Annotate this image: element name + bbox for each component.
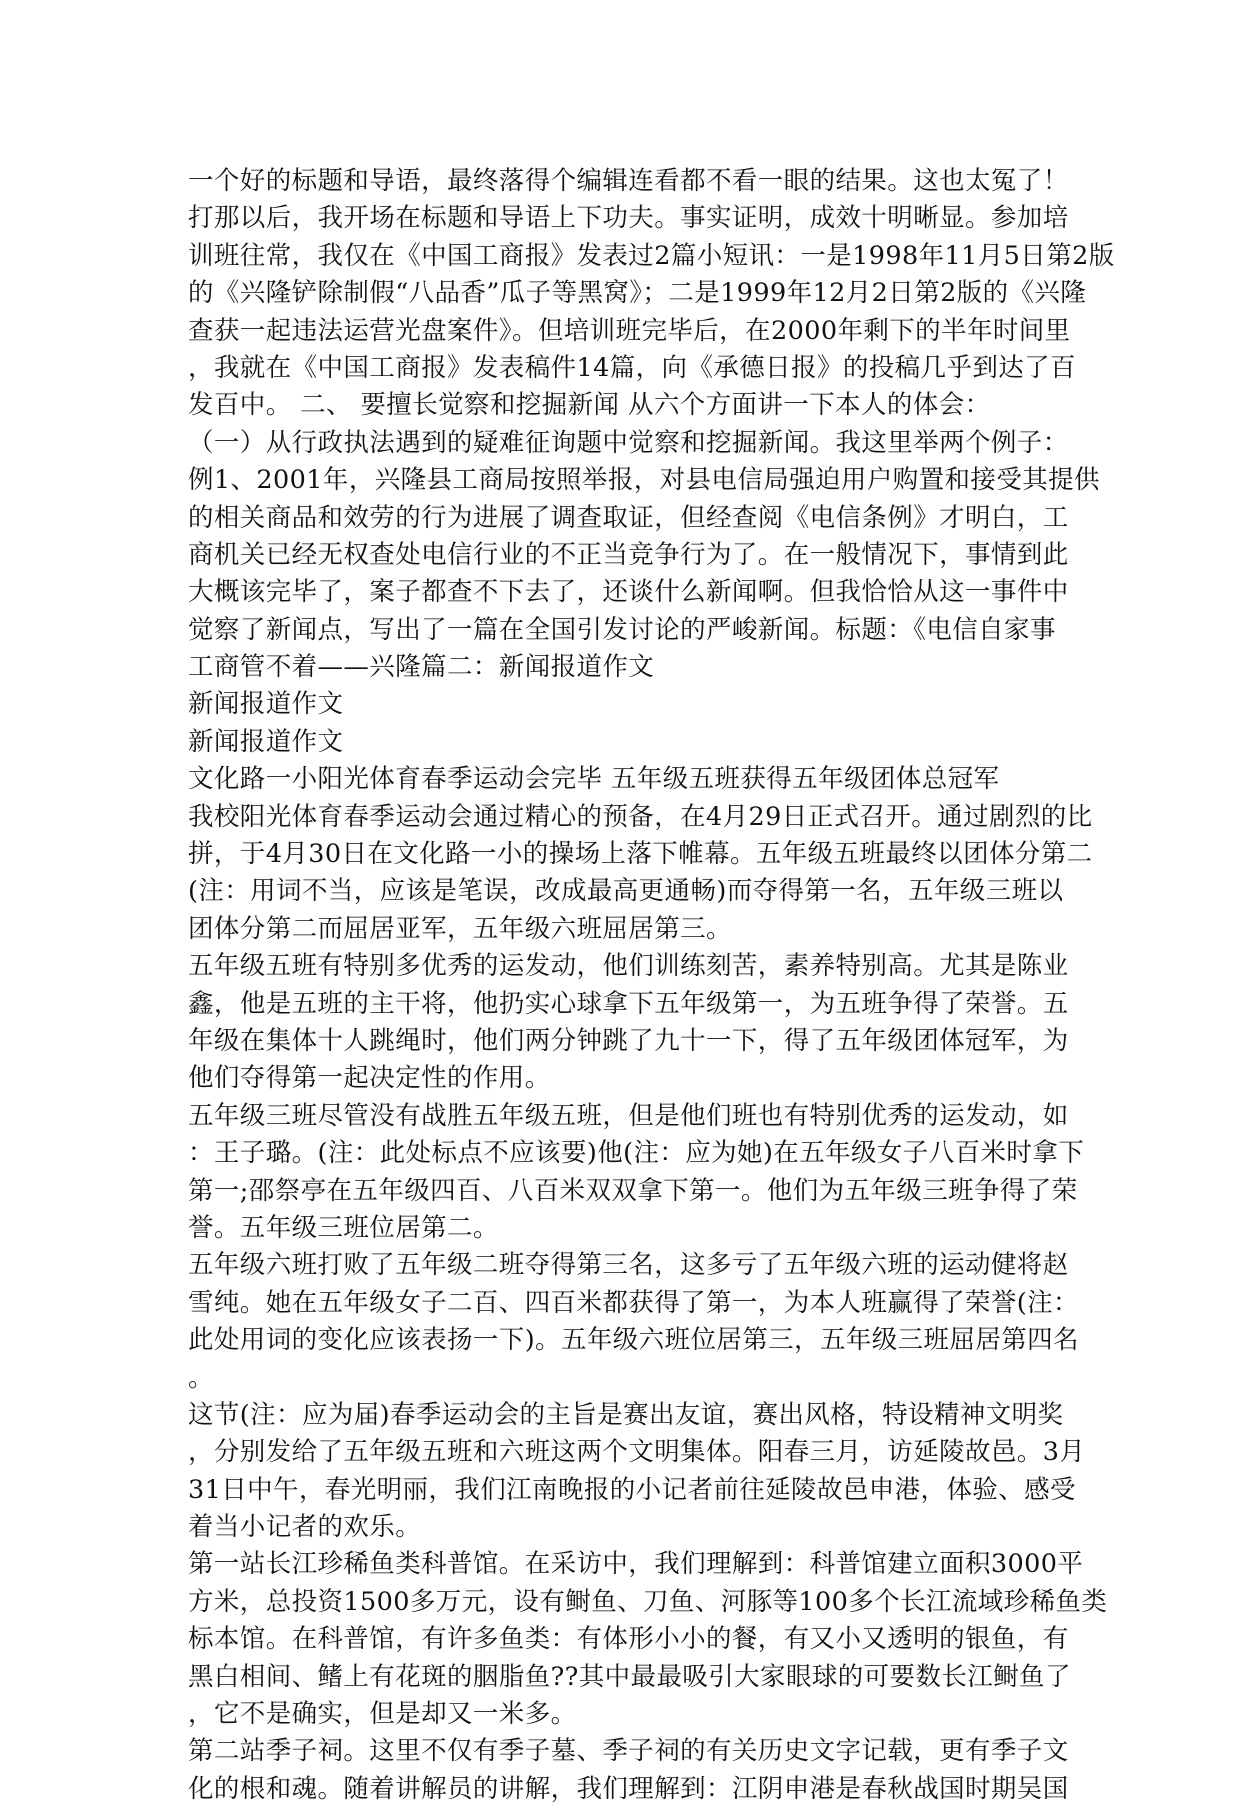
document-body	[188, 163, 1115, 1808]
text-line: 黑白相间、鳍上有花斑的胭脂鱼??其中最最吸引大家眼球的可要数长江鲥鱼了	[188, 1661, 1071, 1692]
text-line: (注：用词不当，应该是笔误，改成最高更通畅)而夺得第一名，五年级三班以	[188, 876, 1064, 907]
text-line: 。	[188, 1362, 214, 1393]
text-line: 我校阳光体育春季运动会通过精心的预备，在4月29日正式召开。通过剧烈的比	[188, 801, 1093, 832]
text-line: 的《兴隆铲除制假“八品香”瓜子等黑窝》；二是1999年12月2日第2版的《兴隆	[188, 278, 1087, 309]
text-line: （一）从行政执法遇到的疑难征询题中觉察和挖掘新闻。我这里举两个例子：	[188, 427, 1069, 458]
text-line: 新闻报道作文	[188, 689, 344, 720]
text-line: 打那以后，我开场在标题和导语上下功夫。事实证明，成效十明晰显。参加培	[188, 203, 1069, 234]
text-line: 标本馆。在科普馆，有许多鱼类：有体形小小的餐，有又小又透明的银鱼，有	[188, 1624, 1069, 1655]
text-line: 商机关已经无权查处电信行业的不正当竞争行为了。在一般情况下，事情到此	[188, 539, 1069, 570]
text-line: 誉。五年级三班位居第二。	[188, 1212, 499, 1243]
text-line: 这节(注：应为届)春季运动会的主旨是赛出友谊，赛出风格，特设精神文明奖	[188, 1399, 1064, 1430]
text-line: 觉察了新闻点，写出了一篇在全国引发讨论的严峻新闻。标题：《电信自家事	[188, 614, 1056, 645]
text-line: 五年级五班有特别多优秀的运发动，他们训练刻苦，素养特别高。尤其是陈业	[188, 951, 1069, 982]
text-line: 查获一起违法运营光盘案件》。但培训班完毕后，在2000年剩下的半年时间里	[188, 315, 1071, 346]
text-line: 拼，于4月30日在文化路一小的操场上落下帷幕。五年级五班最终以团体分第二	[188, 839, 1093, 870]
text-line: ：王子璐。(注：此处标点不应该要)他(注：应为她)在五年级女子八百米时拿下	[188, 1138, 1085, 1169]
text-line: 例1、2001年，兴隆县工商局按照举报，对县电信局强迫用户购置和接受其提供	[188, 465, 1100, 496]
text-line: 发百中。 二、 要擅长觉察和挖掘新闻 从六个方面讲一下本人的体会：	[188, 390, 991, 421]
text-line: 他们夺得第一起决定性的作用。	[188, 1063, 551, 1094]
text-line: 新闻报道作文	[188, 726, 344, 757]
text-line: ，它不是确实，但是却又一米多。	[188, 1699, 577, 1730]
text-line: 的相关商品和效劳的行为进展了调查取证，但经查阅《电信条例》才明白，工	[188, 502, 1069, 533]
text-line: 五年级三班尽管没有战胜五年级五班，但是他们班也有特别优秀的运发动，如	[188, 1100, 1069, 1131]
text-line: 文化路一小阳光体育春季运动会完毕 五年级五班获得五年级团体总冠军	[188, 764, 1000, 795]
text-line: 大概该完毕了，案子都查不下去了，还谈什么新闻啊。但我恰恰从这一事件中	[188, 577, 1069, 608]
text-line: 第一;邵祭亭在五年级四百、八百米双双拿下第一。他们为五年级三班争得了荣	[188, 1175, 1078, 1206]
text-line: 一个好的标题和导语，最终落得个编辑连看都不看一眼的结果。这也太冤了！	[188, 166, 1069, 196]
text-line: ，分别发给了五年级五班和六班这两个文明集体。阳春三月，访延陵故邑。3月	[188, 1437, 1086, 1468]
text-line: 31日中午，春光明丽，我们江南晚报的小记者前往延陵故邑申港，体验、感受	[188, 1474, 1076, 1505]
text-line: 五年级六班打败了五年级二班夺得第三名，这多亏了五年级六班的运动健将赵	[188, 1250, 1069, 1281]
text-line: 训班往常，我仅在《中国工商报》发表过2篇小短讯：一是1998年11月5日第2版	[188, 240, 1115, 271]
text-line: 年级在集体十人跳绳时，他们两分钟跳了九十一下，得了五年级团体冠军，为	[188, 1025, 1069, 1056]
text-line: 化的根和魂。随着讲解员的讲解，我们理解到：江阴申港是春秋战国时期吴国	[188, 1773, 1069, 1804]
text-line: 雪纯。她在五年级女子二百、四百米都获得了第一，为本人班赢得了荣誉(注：	[188, 1287, 1079, 1318]
text-line: 此处用词的变化应该表扬一下)。五年级六班位居第三，五年级三班屈居第四名	[188, 1325, 1079, 1356]
text-line: 鑫，他是五班的主干将，他扔实心球拿下五年级第一，为五班争得了荣誉。五	[188, 988, 1069, 1019]
text-line: 工商管不着——兴隆篇二：新闻报道作文	[188, 652, 655, 683]
text-line: 着当小记者的欢乐。	[188, 1512, 422, 1543]
text-line: 团体分第二而屈居亚军，五年级六班屈居第三。	[188, 913, 732, 944]
text-line: 第一站长江珍稀鱼类科普馆。在采访中，我们理解到：科普馆建立面积3000平	[188, 1549, 1084, 1580]
text-line: ，我就在《中国工商报》发表稿件14篇，向《承德日报》的投稿几乎到达了百	[188, 352, 1076, 383]
text-line: 第二站季子祠。这里不仅有季子墓、季子祠的有关历史文字记载，更有季子文	[188, 1736, 1069, 1767]
text-line: 方米，总投资1500多万元，设有鲥鱼、刀鱼、河豚等100多个长江流域珍稀鱼类	[188, 1586, 1108, 1617]
